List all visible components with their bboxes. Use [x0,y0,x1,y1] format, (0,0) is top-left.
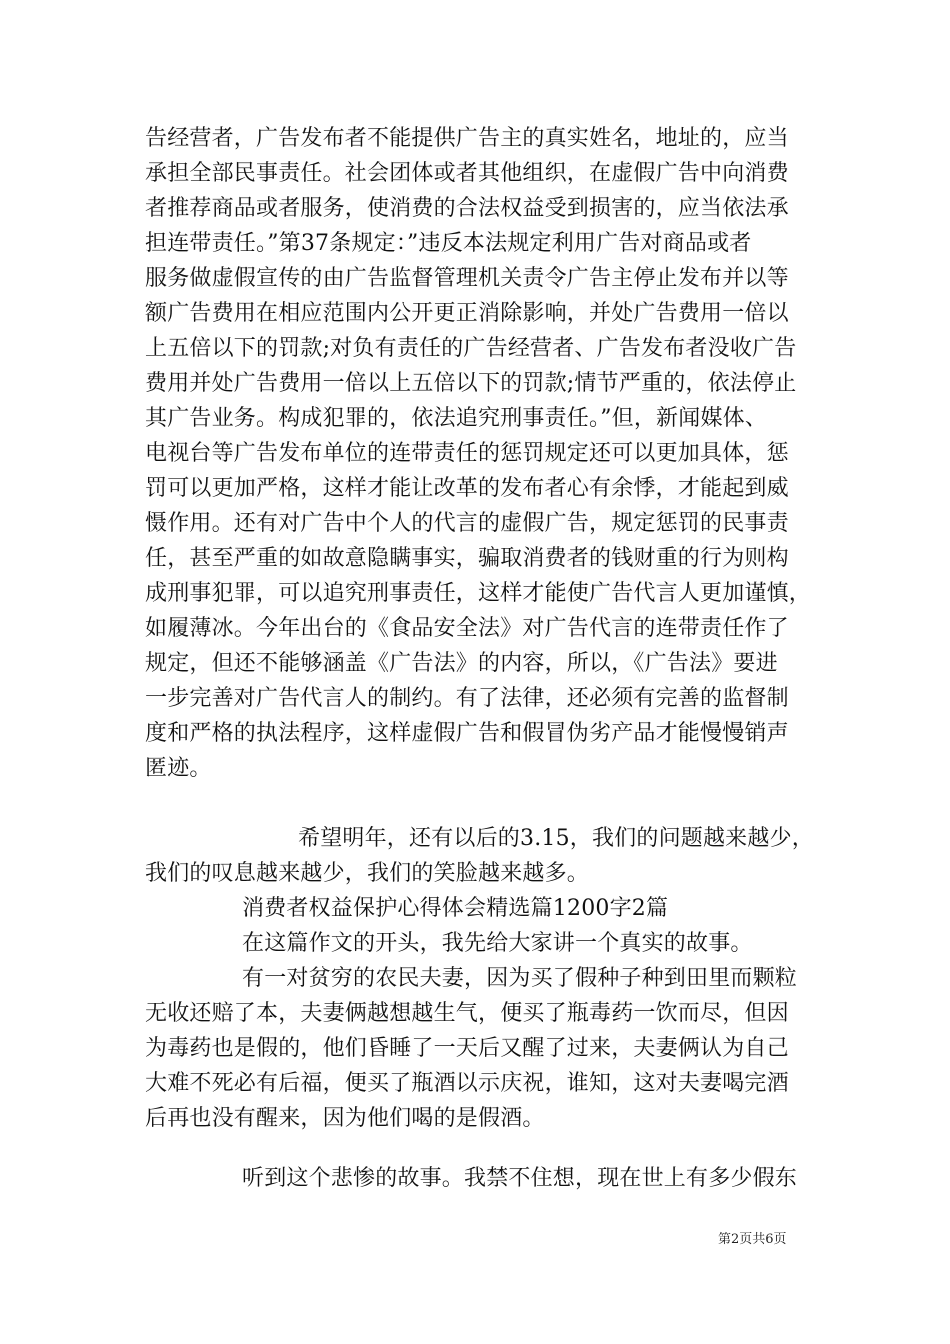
text-line: 慑作用。还有对广告中个人的代言的虚假广告，规定惩罚的民事责 [145,511,789,536]
page-number: 第2页共6页 [718,1232,787,1247]
text-line: 者推荐商品或者服务，使消费的合法权益受到损害的，应当依法承 [145,196,789,221]
text-line: 规定，但还不能够涵盖《广告法》的内容，所以，《广告法》要进 [145,651,778,676]
text-line: 额广告费用在相应范围内公开更正消除影响，并处广告费用一倍以 [145,301,789,326]
text-line: 匿迹。 [145,756,212,781]
text-line: 电视台等广告发布单位的连带责任的惩罚规定还可以更加具体，惩 [145,441,789,466]
text-line: 一步完善对广告代言人的制约。有了法律，还必须有完善的监督制 [145,686,789,711]
text-line: 在这篇作文的开头，我先给大家讲一个真实的故事。 [242,931,753,956]
text-line: 服务做虚假宣传的由广告监督管理机关责令广告主停止发布并以等 [145,266,789,291]
text-line: 如履薄冰。今年出台的《食品安全法》对广告代言的连带责任作了 [145,616,789,641]
text-line: 度和严格的执法程序，这样虚假广告和假冒伪劣产品才能慢慢销声 [145,721,789,746]
text-line: 告经营者，广告发布者不能提供广告主的真实姓名，地址的，应当 [145,126,789,151]
text-line: 有一对贫穷的农民夫妻，因为买了假种子种到田里而颗粒 [242,966,798,991]
text-line: 任，甚至严重的如故意隐瞒事实，骗取消费者的钱财重的行为则构 [145,546,789,571]
text-line: 担连带责任。”第37条规定：”违反本法规定利用广告对商品或者 [145,231,752,256]
text-line: 为毒药也是假的，他们昏睡了一天后又醒了过来，夫妻俩认为自己 [145,1036,789,1061]
section-heading: 消费者权益保护心得体会精选篇1200字2篇 [242,896,669,921]
text-line: 大难不死必有后福，便买了瓶酒以示庆祝，谁知，这对夫妻喝完酒 [145,1071,789,1096]
text-line: 费用并处广告费用一倍以上五倍以下的罚款;情节严重的，依法停止 [145,371,797,396]
text-line: 罚可以更加严格，这样才能让改革的发布者心有余悸，才能起到威 [145,476,789,501]
text-line: 后再也没有醒来，因为他们喝的是假酒。 [145,1106,545,1131]
text-line: 我们的叹息越来越少，我们的笑脸越来越多。 [145,861,590,886]
text-line: 承担全部民事责任。社会团体或者其他组织，在虚假广告中向消费 [145,161,789,186]
text-line: 希望明年，还有以后的3.15，我们的问题越来越少， [298,826,814,851]
text-line: 其广告业务。构成犯罪的，依法追究刑事责任。”但，新闻媒体、 [145,406,768,431]
text-line: 听到这个悲惨的故事。我禁不住想，现在世上有多少假东 [242,1166,798,1191]
text-line: 上五倍以下的罚款;对负有责任的广告经营者、广告发布者没收广告 [145,336,797,361]
text-line: 无收还赔了本，夫妻俩越想越生气，便买了瓶毒药一饮而尽，但因 [145,1001,789,1026]
text-line: 成刑事犯罪，可以追究刑事责任，这样才能使广告代言人更加谨慎， [145,581,812,606]
